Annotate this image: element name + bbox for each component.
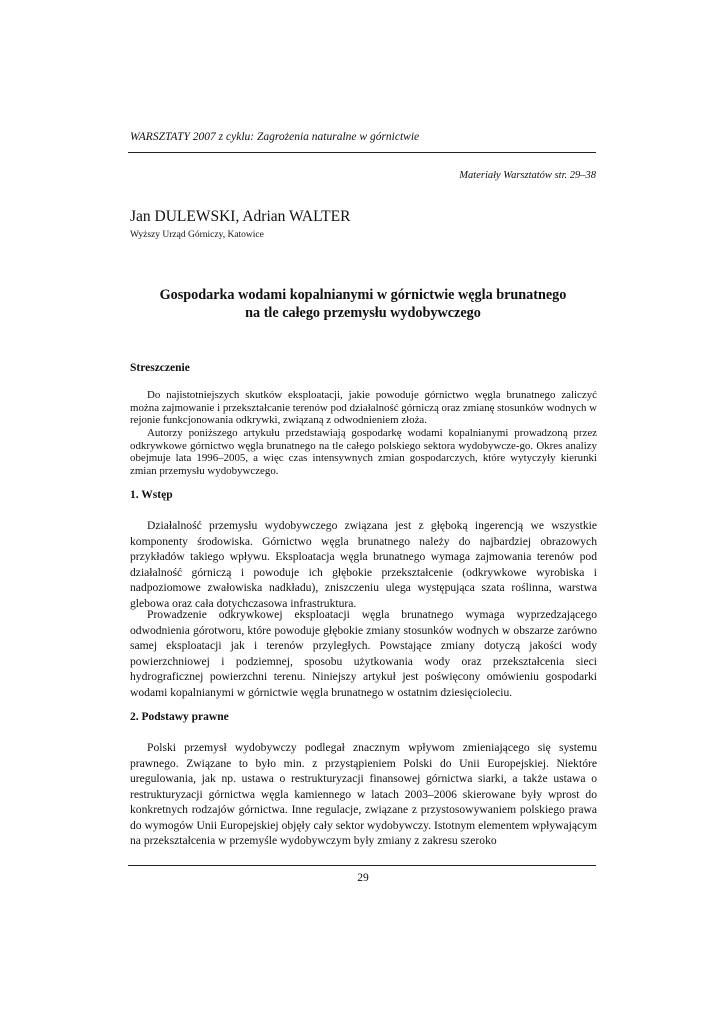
paper-title-line-2: na tle całego przemysłu wydobywczego <box>245 305 481 321</box>
section-2-heading: 2. Podstawy prawne <box>130 711 229 723</box>
abstract-heading: Streszczenie <box>130 362 190 374</box>
section-2-paragraph-1: Polski przemysł wydobywczy podlegał znacznym wpływom zmieniającego się systemu prawnego. Związane to było min. z przystąpieniem Polski do Unii Europejskiej. Niektóre uregulowania, jak np. ustawa o restrukturyzacji finansowej górnictwa siarki, a także ustawa o restrukturyzacji górnictwa węgla kamiennego w latach 2003–2006 skierowane były wprost do konkretnych rodzajów górnictwa. Inne regulacje, związane z przystosowywaniem polskiego prawa do wymogów Unii Europejskiej objęły cały sektor wydobywczy. Istotnym elementem wpływającym na przekształcenia w przemyśle wydobywczym były zmiany z zakresu szeroko <box>130 741 597 847</box>
footer-rule <box>128 865 596 866</box>
section-1-paragraph-1: Działalność przemysłu wydobywczego związana jest z głęboką ingerencją we wszystkie komponenty środowiska. Górnictwo węgla brunatnego należy do najbardziej obrazowych przykładów takiego wpływu. Eksploatacja węgla brunatnego wymaga zajmowania terenów pod działalność górniczą i powoduje ich głębokie przekształcenie (odkrywkowe wyrobiska i nadpoziomowe zwałowiska nadkładu), zniszczeniu ulega występująca szata roślinna, warstwa glebowa oraz cała dotychczasowa infrastruktura. <box>130 519 597 610</box>
header-rule <box>128 152 596 153</box>
section-1-heading: 1. Wstęp <box>130 489 173 501</box>
series-header: WARSZTATY 2007 z cyklu: Zagrożenia naturalne w górnictwie <box>130 131 420 143</box>
abstract-paragraph-2: Autorzy poniższego artykułu przedstawiają gospodarkę wodami kopalnianymi prowadzoną przez odkrywkowe górnictwo węgla brunatnego na tle całego polskiego sektora wydobywcze-go. Okres analizy obejmuje lata 1996–2005, a więc czas intensywnych zmian gospodarczych, które wytyczyły kierunki zmian przemysłu wydobywczego. <box>130 427 597 477</box>
section-1-paragraph-2: Prowadzenie odkrywkowej eksploatacji węgla brunatnego wymaga wyprzedzającego odwodnienia górotworu, które powoduje głębokie zmiany stosunków wodnych w obszarze zarówno samej eksploatacji jak i terenów przyległych. Powstające zmiany dotyczą jakości wody powierzchniowej i podziemnej, sposobu użytkowania wody oraz przekształcenia sieci hydrograficznej powierzchni terenu. Niniejszy artykuł jest poświęcony omówieniu gospodarki wodami kopalnianymi w górnictwie węgla brunatnego w ostatnim dziesięcioleciu. <box>130 608 597 699</box>
page-number: 29 <box>357 872 369 884</box>
author-affiliation: Wyższy Urząd Górniczy, Katowice <box>130 230 264 240</box>
abstract-paragraph-1: Do najistotniejszych skutków eksploatacji, jakie powoduje górnictwo węgla brunatnego zaliczyć można zajmowanie i przekształcanie terenów pod działalność górniczą oraz zmianę stosunków wodnych w rejonie funkcjonowania odkrywki, związaną z odwodnieniem złoża. <box>130 389 597 427</box>
author-names: Jan DULEWSKI, Adrian WALTER <box>130 208 351 225</box>
materials-reference: Materiały Warsztatów str. 29–38 <box>459 170 596 181</box>
paper-title-line-1: Gospodarka wodami kopalnianymi w górnictwie węgla brunatnego <box>159 287 567 303</box>
